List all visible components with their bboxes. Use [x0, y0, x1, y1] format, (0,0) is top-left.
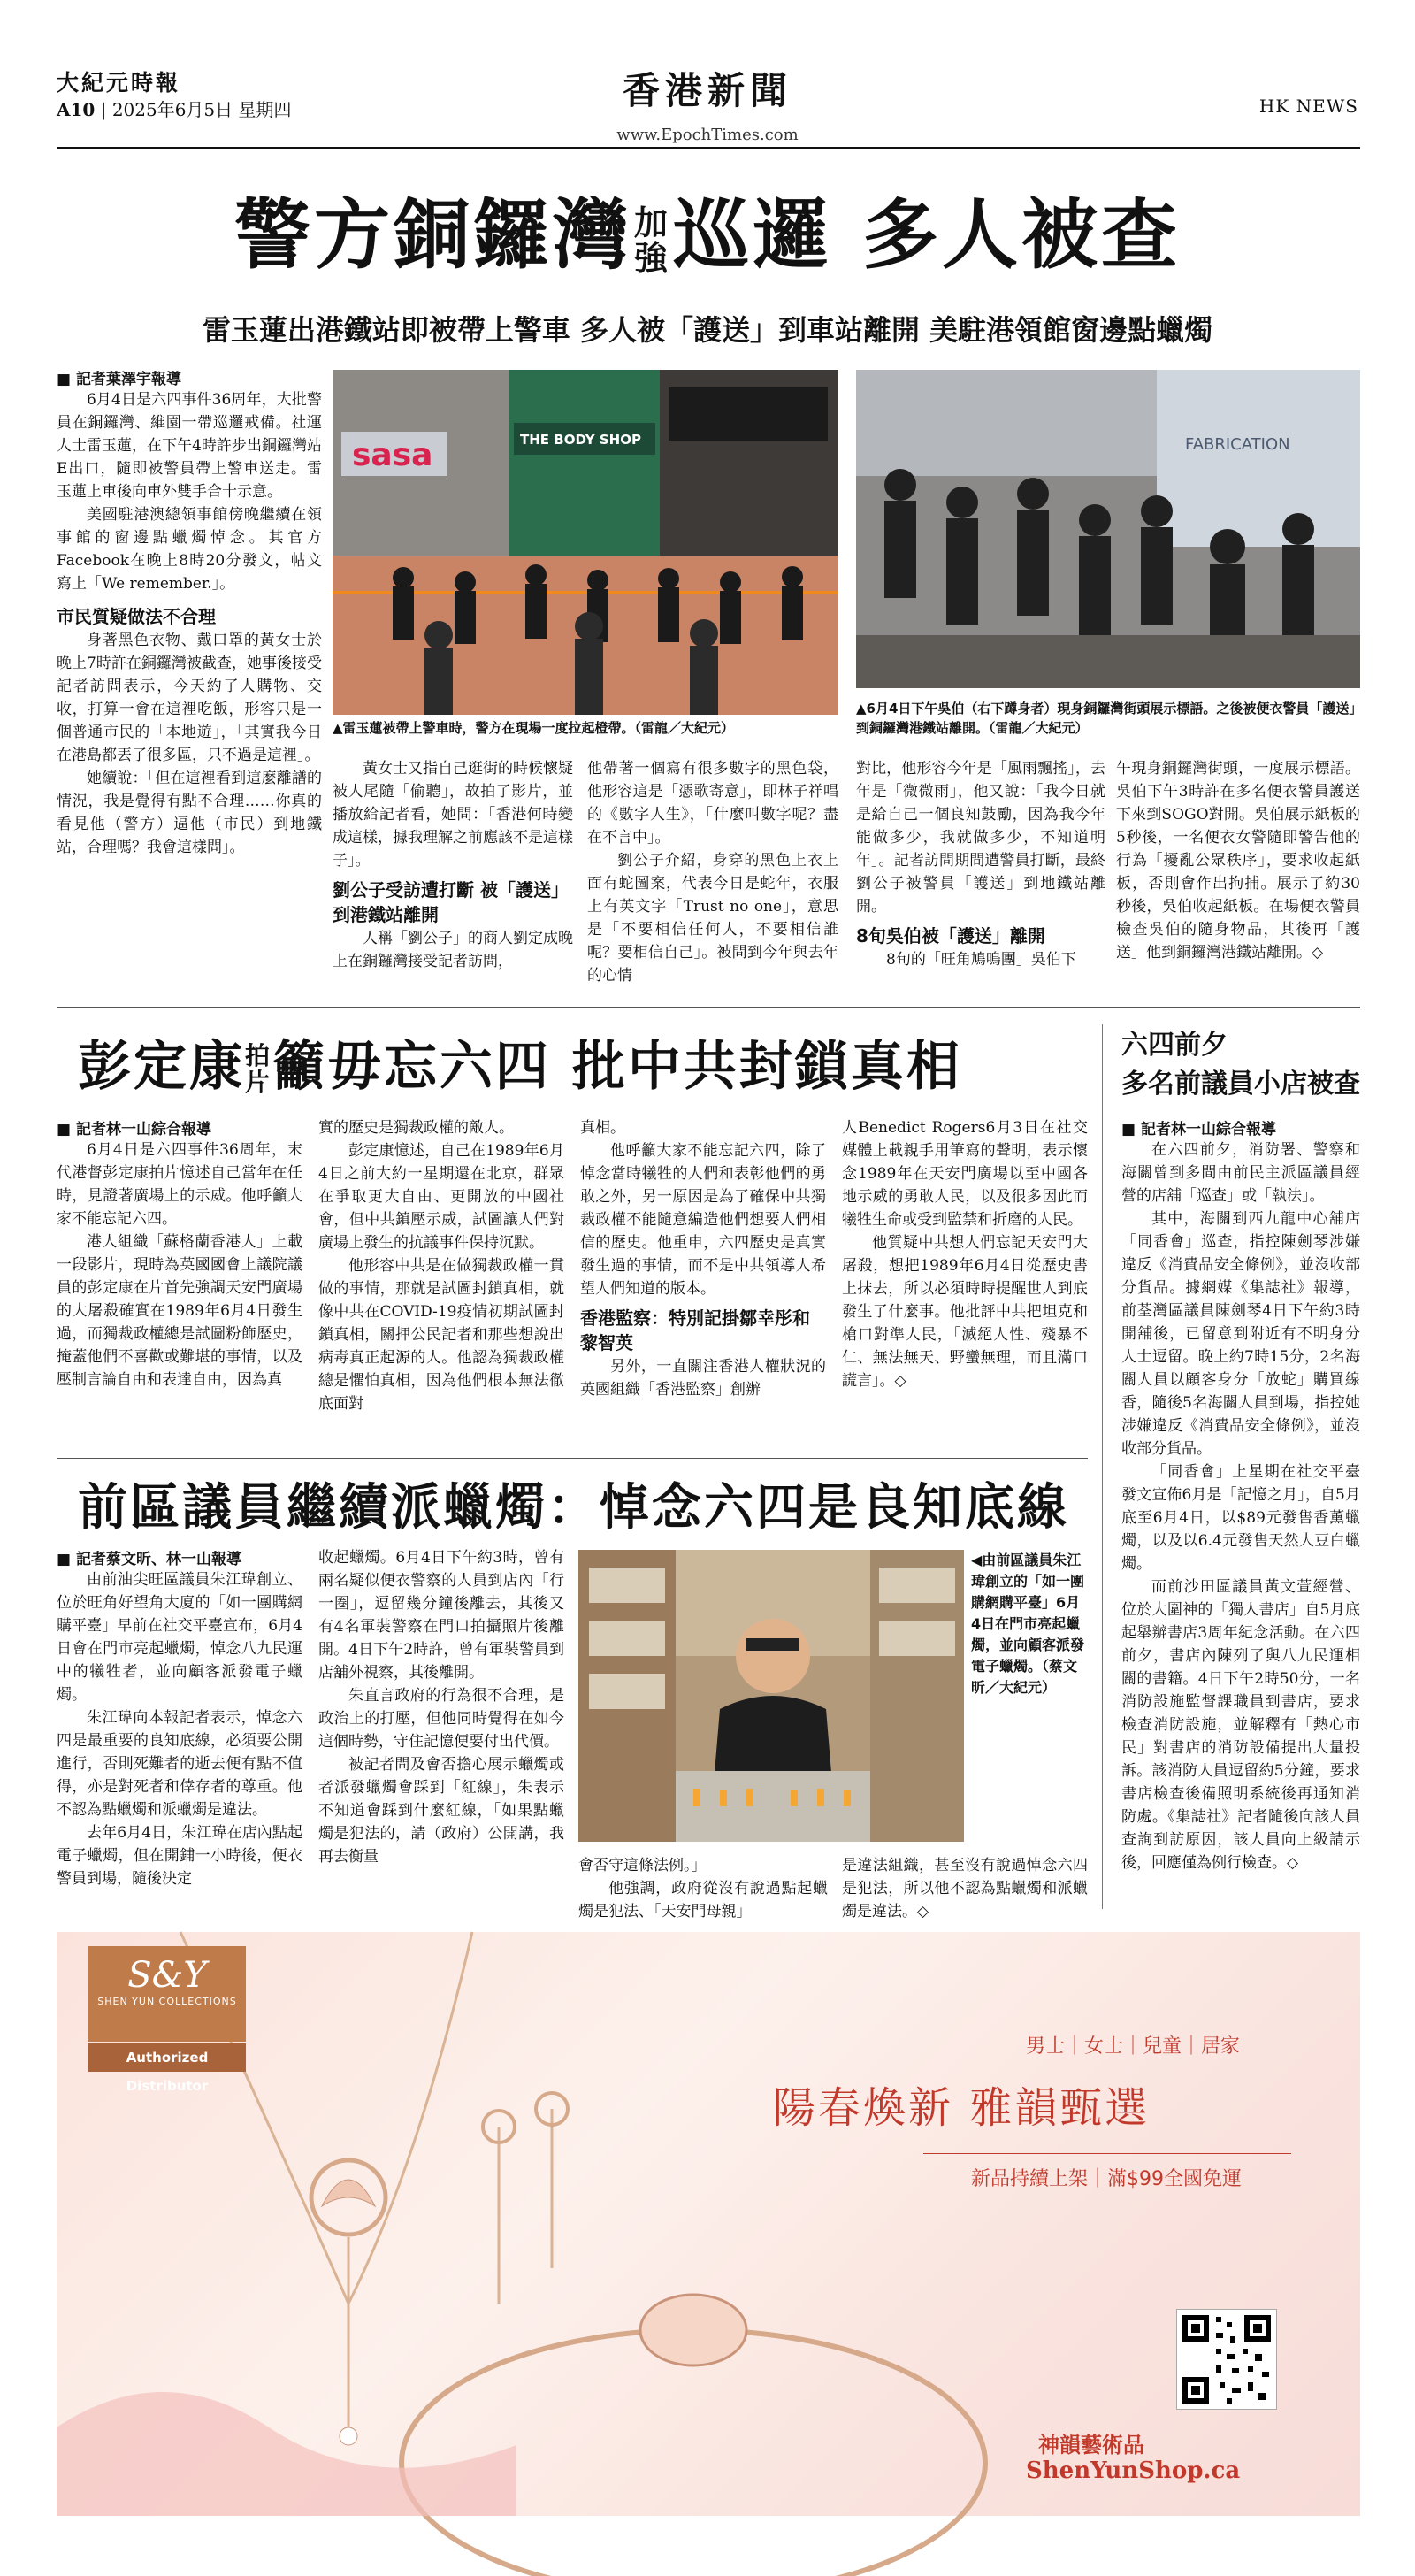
ad-categories: 男士｜女士｜兒童｜居家	[1026, 2036, 1241, 2058]
paragraph: 他呼籲大家不能忘記六四，除了悼念當時犧牲的人們和表彰他們的勇敢之外，另一原因是為了確保中共獨裁政權不能隨意編造他們想要人們相信的歷史。他重申，六四歷史是真實發生過的事情，而不是中共領導人希望人們知道的版本。	[580, 1142, 826, 1298]
paragraph: 彭定康憶述，自己在1989年6月4日之前大約一星期還在北京，群眾在爭取更大自由、更開放的中國社會，但中共鎮壓示威，試圖讓人們對廣場上發生的抗議事件保持沉默。	[318, 1142, 564, 1252]
paragraph: 他帶著一個寫有很多數字的黑色袋，他形容這是「憑歌寄意」，即林子祥唱的《數字人生》，「什麼叫數字呢？盡在不言中」。	[587, 760, 838, 847]
photo3-caption: ◀由前區議員朱江瑋創立的「如一團購網購平臺」6月4日在門市亮起蠟燭，並向顧客派發電子蠟燭。（蔡文昕／大紀元）	[971, 1552, 1085, 1696]
story4-title-line2: 多名前議員小店被查	[1121, 1069, 1360, 1100]
section-title: 香港新聞	[622, 69, 792, 112]
photo-wu-pak-street	[856, 370, 1360, 688]
story4-title-line1: 六四前夕	[1121, 1030, 1228, 1061]
masthead-rule	[57, 147, 1360, 149]
paragraph: 朱江瑋向本報記者表示，悼念六四是最重要的良知底線，必須要公開進行，否則死難者的逝去便有點不值得，亦是對死者和倖存者的尊重。他不認為點蠟燭和派蠟燭是違法。	[57, 1709, 302, 1819]
qr-code[interactable]	[1176, 2309, 1277, 2410]
paragraph: 6月4日是六四事件36周年，末代港督彭定康拍片憶述自己當年在任時，見證著廣場上的示威。他呼籲大家不能忘記六四。	[57, 1141, 302, 1228]
body-shop-sign: THE BODY SHOP	[520, 432, 641, 448]
page-date-line: A10 | 2025年6月5日 星期四	[57, 99, 292, 120]
paragraph: 對比，他形容今年是「風雨飄搖」，去年是「微微雨」，他又說：「我今日就是給自己一個良知鼓勵，因為我今年能做多少，我就做多少，不知道明年」。記者訪問期間遭警員打斷，最終劉公子被警員「護送」到地鐵站離開。	[856, 760, 1105, 916]
story2-column-3	[580, 1116, 826, 1465]
story1-subheadline: 雷玉蓮出港鐵站即被帶上警車 多人被「護送」到車站離開 美駐港領館窗邊點蠟燭	[202, 313, 1213, 347]
paragraph: 8旬的「旺角鳩嗚團」吳伯下	[886, 951, 1076, 969]
story2-column-1	[57, 1116, 302, 1465]
paragraph: 6月4日是六四事件36周年，大批警員在銅鑼灣、維園一帶巡邏戒備。社運人士雷玉蓮，在下午4時許步出銅鑼灣站E出口，隨即被警員帶上警車送走。雷玉蓮上車後向車外雙手合十示意。	[57, 391, 322, 501]
paragraph: 在六四前夕，消防署、警察和海關曾到多間由前民主派區議員經營的店舖「巡查」或「執法」。	[1121, 1141, 1360, 1205]
column-divider	[1102, 1024, 1103, 1909]
photo-police-arrest	[333, 370, 838, 715]
story3-byline: ■ 記者蔡文昕、林一山報導	[57, 1546, 302, 1568]
ad-tagline: 新品持續上架｜滿$99全國免運	[971, 2168, 1242, 2190]
story3-headline: 前區議員繼續派蠟燭：悼念六四是良知底線	[78, 1479, 1069, 1537]
paragraph: 實的歷史是獨裁政權的敵人。	[318, 1119, 514, 1137]
story1-byline: ■ 記者葉澤宇報導	[57, 366, 322, 388]
paragraph: 去年6月4日，朱江瑋在店內點起電子蠟燭，但在開鋪一小時後，便衣警員到場，隨後決定	[57, 1824, 302, 1888]
paragraph: 黃女士又指自己逛街的時候懷疑被人尾隨「偷聽」，故拍了影片，並播放給記者看，她問：「香港何時變成這樣，據我理解之前應該不是這樣子」。	[333, 760, 573, 870]
photo2-caption: ▲6月4日下午吳伯（右下蹲身者）現身銅鑼灣街頭展示標語。之後被便衣警員「護送」到銅鑼灣港鐵站離開。（雷龍／大紀元）	[856, 701, 1356, 736]
paragraph: 她續說：「但在這裡看到這麼離譜的情況，我是覺得有點不合理……你真的看見他（警方）逼他（市民）到地鐵站，合理嗎？我會這樣問」。	[57, 770, 322, 856]
story2-headline: 彭定康 拍 片 籲毋忘六四 批中共封鎖真相	[78, 1036, 962, 1098]
store-name: 神韻藝術品	[1038, 2432, 1144, 2457]
issue-date: 2025年6月5日 星期四	[111, 99, 292, 120]
paragraph: 真相。	[580, 1119, 625, 1137]
paragraph: 身著黑色衣物、戴口罩的黃女士於晚上7時許在銅鑼灣被截查，她事後接受記者訪問表示，今天約了人購物、交收，打算一會在這裡吃飯，形容只是一個普通市民的「本地遊」，「其實我今日在港島都丟了很多區，只不過是這裡」。	[57, 632, 322, 764]
story2-byline: ■ 記者林一山綜合報導	[57, 1116, 302, 1138]
story3-column-2	[318, 1546, 564, 1909]
paragraph: 另外，一直關注香港人權狀況的英國組織「香港監察」創辦	[580, 1358, 826, 1399]
paragraph: 人稱「劉公子」的商人劉定成晚上在銅鑼灣接受記者訪問，	[333, 930, 573, 970]
story1-column-1	[57, 366, 322, 1003]
paragraph: 由前油尖旺區議員朱江瑋創立、位於旺角好望角大廈的「如一團購網購平臺」早前在社交平臺宣布，6月4日會在門市亮起蠟燭，悼念八九民運中的犧牲者，並向顧客派發電子蠟燭。	[57, 1571, 302, 1704]
story3-column-1	[57, 1546, 302, 1909]
paragraph: 人Benedict Rogers6月3日在社交媒體上載親手用筆寫的聲明，表示懷念1989年在天安門廣場以至中國各地示威的勇敢人民，以及很多因此而犧牲生命或受到監禁和折磨的人民。	[842, 1119, 1088, 1229]
story1-subhead: 劉公子受訪遭打斷 被「護送」到港鐵站離開	[333, 879, 569, 925]
section-label-en: HK NEWS	[1258, 96, 1358, 117]
paragraph: 收起蠟燭。6月4日下午約3時，曾有兩名疑似便衣警察的人員到店內「行一圈」，逗留幾分鐘後離去，其後又有4名軍裝警察在門口拍攝照片後離開。4日下午2時許，曾有軍裝警員到店舖外視察，其後離開。	[318, 1549, 564, 1682]
paragraph: 他形容中共是在做獨裁政權一貫做的事情，那就是試圖封鎖真相，就像中共在COVID-19疫情初期試圖封鎖真相，關押公民記者和那些想說出病毒真正起源的人。他認為獨裁政權總是懼怕真相，因為他們根本無法徹底面對	[318, 1257, 564, 1413]
section-divider	[57, 1007, 1360, 1008]
sasa-sign: sasa	[352, 437, 433, 473]
paragraph: 午現身銅鑼灣街頭，一度展示標語。吳伯下午3時許在多名便衣警員護送下來到SOGO對開。吳伯展示紙板的5秒後，一名便衣女警隨即警告他的行為「擾亂公眾秩序」，要求收起紙板，否則會作出拘捕。展示了約30秒後，吳伯收起紙板。在場便衣警員檢查吳伯的隨身物品，其後再「護送」他到銅鑼灣港鐵站離開。◇	[1116, 760, 1360, 962]
story3-column-4	[842, 1854, 1088, 1920]
photo1-caption: ▲雷玉蓮被帶上警車時，警方在現場一度拉起橙帶。（雷龍／大紀元）	[333, 720, 735, 736]
page-number: A10	[57, 99, 96, 120]
paragraph: 被記者問及會否擔心展示蠟燭或者派發蠟燭會踩到「紅線」，朱表示不知道會踩到什麼紅線，「如果點蠟燭是犯法的，請（政府）公開講，我再去衡量	[318, 1756, 564, 1866]
ad-divider	[923, 2153, 1291, 2154]
website-url[interactable]: www.EpochTimes.com	[616, 126, 799, 144]
story4-byline: ■ 記者林一山綜合報導	[1121, 1116, 1360, 1138]
paragraph: 他強調，政府從沒有說過點起蠟燭是犯法、「天安門母親」	[578, 1880, 828, 1920]
brand-mark: S&Y	[127, 1955, 207, 1996]
story2-subhead: 香港監察：特別記掛鄒幸彤和黎智英	[580, 1307, 810, 1353]
paragraph: 美國駐港澳總領事館傍晚繼續在領事館的窗邊點蠟燭悼念。其官方Facebook在晚上8時20分發文，帖文寫上「We remember.」。	[57, 506, 322, 593]
story1-column-4	[856, 757, 1105, 1003]
store-sign: FABRICATION	[1185, 435, 1290, 454]
story4-title	[1121, 1026, 1360, 1104]
paragraph: 港人組織「蘇格蘭香港人」上載一段影片，現時為英國國會上議院議員的彭定康在片首先強調天安門廣場的大屠殺確實在1989年6月4日發生過，而獨裁政權總是試圖粉飾歷史，掩蓋他們不喜歡或難堪的事情，以及壓制言論自由和表達自由，因為真	[57, 1233, 302, 1389]
story1-column-5	[1116, 757, 1360, 1003]
paragraph: 而前沙田區議員黃文萱經營、位於大圍神的「獨人書店」自5月底起舉辦書店3周年紀念活動。在六四前夕，書店內陳列了與八九民運相關的書籍。4日下午2時50分，一名消防設施監督課職員到書店，要求檢查消防設施，並解釋有「熱心市民」對書店的消防設備提出大量投訴。該消防人員逗留約5分鐘，要求書店檢查後備照明系統後再通知消防處。《集誌社》記者隨後向該人員查詢到訪原因，該人員向上級請示後，回應僅為例行檢查。◇	[1121, 1578, 1360, 1872]
paragraph: 是違法組織，甚至沒有說過悼念六四是犯法，所以他不認為點蠟燭和派蠟燭是違法。◇	[842, 1857, 1088, 1920]
story1-headline: 警方銅鑼灣 加 強 巡邏 多人被查	[234, 191, 1181, 280]
paragraph: 其中，海關到西九龍中心舖店「同香會」巡查，指控陳劍琴涉嫌違反《消費品安全條例》，並沒收部分貨品。據網媒《集誌社》報導，前荃灣區議員陳劍琴4日下午約3時開舖後，已留意到附近有不明身分人士逗留。晚上約7時15分，2名海關人員以顧客身分「放蛇」購買線香，隨後5名海關人員到場，指控她涉嫌違反《消費品安全條例》，並沒收部分貨品。	[1121, 1210, 1360, 1458]
story2-column-2	[318, 1116, 564, 1465]
story1-column-3	[587, 757, 838, 1003]
paragraph: 會否守這條法例。」	[578, 1857, 707, 1874]
paragraph: 他質疑中共想人們忘記天安門大屠殺，想把1989年6月4日從歷史書上抹去，所以必須時時提醒世人到底發生了什麼事。他批評中共把坦克和槍口對準人民，「滅絕人性、殘暴不仁、無法無天、野蠻無理，而且滿口謊言」。◇	[842, 1234, 1088, 1390]
paragraph: 朱直言政府的行為很不合理，是政治上的打壓，但他同時覺得在如今這個時勢，守住記憶便要付出代價。	[318, 1687, 564, 1751]
story2-column-4	[842, 1116, 1088, 1465]
story4-column	[1121, 1116, 1360, 1909]
ad-headline: 陽春煥新 雅韻甄選	[773, 2083, 1151, 2133]
section-divider	[57, 1458, 1088, 1459]
brand-name: SHEN YUN COLLECTIONS	[97, 1996, 237, 2007]
story1-subhead: 市民質疑做法不合理	[57, 606, 216, 627]
newspaper-logo: 大紀元時報	[57, 70, 181, 96]
story1-subhead: 8旬吳伯被「護送」離開	[856, 925, 1045, 947]
paragraph: 「同香會」上星期在社交平臺發文宣佈6月是「記憶之月」，自5月底至6月4日，以$89元發售香薰蠟燭，以及以6.4元發售天然大豆白蠟燭。	[1121, 1463, 1360, 1573]
paragraph: 劉公子介紹，身穿的黑色上衣上面有蛇圖案，代表今日是蛇年，衣服上有英文字「Trust no one」，意思是「不要相信任何人，不要相信誰呢？要相信自己」。被問到今年與去年的心情	[587, 852, 838, 985]
story1-column-2	[333, 757, 573, 1003]
store-url[interactable]: ShenYunShop.ca	[1026, 2457, 1241, 2484]
story3-column-3	[578, 1854, 828, 1920]
authorized-distributor: Authorized Distributor	[88, 2043, 246, 2072]
jewelry-illustration	[57, 1932, 1360, 2516]
photo-shop-owner-candles	[578, 1550, 964, 1842]
brand-logo	[88, 1946, 246, 2042]
advertisement[interactable]	[57, 1932, 1360, 2516]
